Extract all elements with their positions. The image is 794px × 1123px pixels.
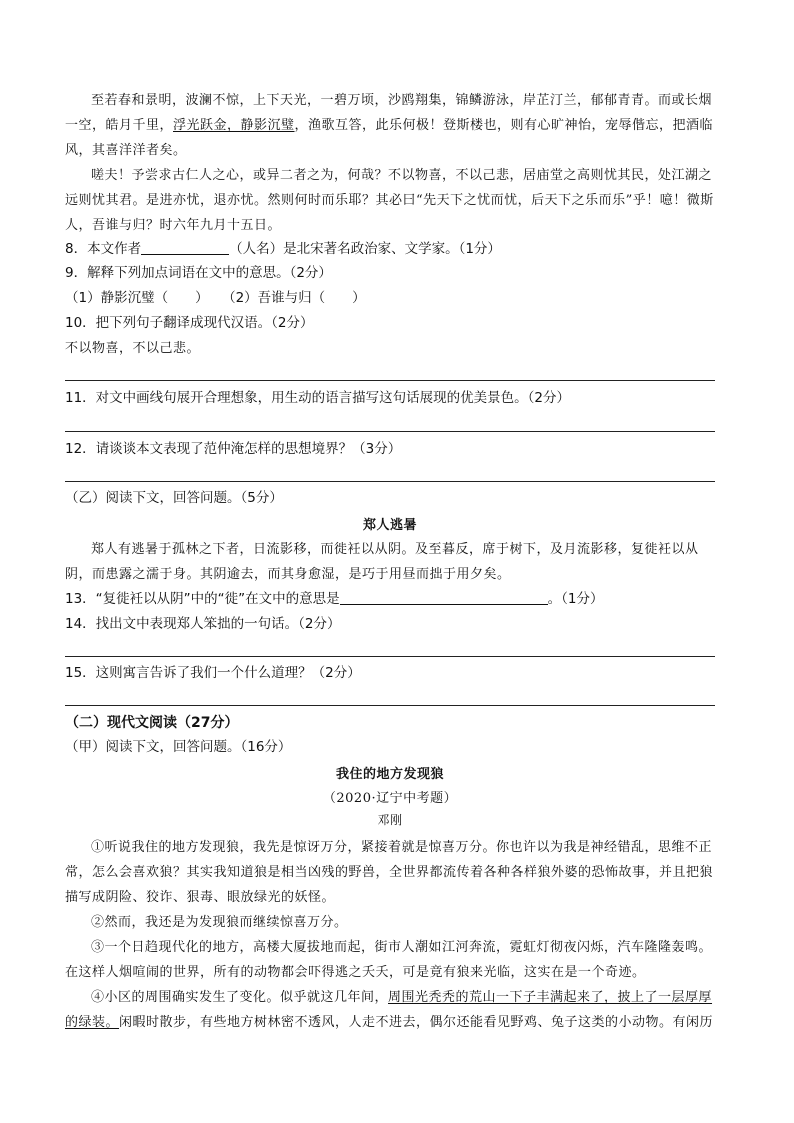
question-8: 8．本文作者 （人名）是北宋著名政治家、文学家。（1分） — [65, 241, 501, 257]
modern-paragraph-4: ④小区的周围确实发生了变化。似乎就这几年间，周围光秃秃的荒山一下子丰满起来了，披上了一层厚厚的绿装。闲暇时散步，有些地方树林密不透风，人走不进去，偶尔还能看见野鸡、兔子这类的小动物。有闲历 — [65, 990, 714, 1030]
question-13: 13．“复徙衽以从阴”中的“徙”在文中的意思是 。（1分） — [65, 591, 604, 607]
underlined-sentence: 浮光跃金，静影沉璧 — [173, 118, 295, 133]
modern-paragraph-3: ③一个日趋现代化的地方，高楼大厦拔地而起，街市人潮如江河奔流，霓虹灯彻夜闪烁，汽车隆隆轰鸣。在这样人烟喧闹的世界，所有的动物都会吓得逃之夭夭，可是竟有狼来光临，这实在是一个奇迹。 — [65, 940, 713, 980]
section-yi-intro: （乙）阅读下文，回答问题。（5分） — [65, 490, 283, 506]
answer-line-12[interactable] — [65, 481, 715, 482]
yi-passage: 郑人有逃暑于孤林之下者，日流影移，而徙衽以从阴。及至暮反，席于树下，及月流影移，复徙衽以从阴，而患露之濡于身。其阴逾去，而其身愈湿，是巧于用昼而拙于用夕矣。 — [65, 542, 699, 582]
answer-line-10[interactable] — [65, 380, 715, 381]
question-10-sentence: 不以物喜，不以己悲。 — [65, 341, 201, 356]
modern-passage — [65, 835, 715, 1035]
answer-line-11[interactable] — [65, 431, 715, 432]
underlined-sentence-modern: 周围光秃秃的荒山一下子丰满起来了，披上了一层厚厚的绿装。 — [65, 990, 713, 1030]
article-title: 我住的地方发现狼 — [335, 767, 444, 782]
question-9-items: （1）静影沉璧（ ） （2）吾谁与归（ ） — [65, 290, 366, 306]
answer-line-14[interactable] — [65, 656, 715, 657]
question-15: 15．这则寓言告诉了我们一个什么道理？（2分） — [65, 665, 361, 681]
passage-paragraph-2: 嗟夫！予尝求古仁人之心，或异二者之为，何哉？不以物喜，不以己悲，居庙堂之高则忧其民，处江湖之远则忧其君。是进亦忧，退亦忧。然则何时而乐耶？其必曰“先天下之忧而忧，后天下之乐而乐”乎！噫！微斯人，吾谁与归？时六年九月十五日。 — [65, 168, 714, 233]
yi-title: 郑人逃暑 — [362, 518, 417, 533]
passage-paragraph-1: 至若春和景明，波澜不惊，上下天光，一碧万顷，沙鸥翔集，锦鳞游泳，岸芷汀兰，郁郁青青。而或长烟一空，皓月千里，浮光跃金，静影沉璧，渔歌互答，此乐何极！登斯楼也，则有心旷神怡，宠辱偕忘，把酒临风，其喜洋洋者矣。 — [65, 93, 714, 158]
classical-passage — [65, 88, 715, 238]
question-9: 9．解释下列加点词语在文中的意思。（2分） — [65, 265, 332, 281]
answer-blank-8[interactable] — [141, 240, 229, 255]
answer-blank-13[interactable] — [340, 590, 548, 605]
answer-line-15[interactable] — [65, 705, 715, 706]
question-14: 14．找出文中表现郑人笨拙的一句话。（2分） — [65, 616, 341, 632]
modern-paragraph-2: ②然而，我还是为发现狼而继续惊喜万分。 — [91, 915, 348, 930]
modern-paragraph-1: ①听说我住的地方发现狼，我先是惊讶万分，紧接着就是惊喜万分。你也许以为我是神经错乱，思维不正常，怎么会喜欢狼？其实我知道狼是相当凶残的野兽，全世界都流传着各种各样狼外婆的恐怖故事，并且把狼描写成阴险、狡诈、狠毒、眼放绿光的妖怪。 — [65, 840, 714, 905]
article-author: 邓刚 — [377, 813, 403, 827]
question-12: 12．请谈谈本文表现了范仲淹怎样的思想境界？（3分） — [65, 441, 402, 457]
article-source: （2020·辽宁中考题） — [322, 791, 458, 806]
question-11: 11．对文中画线句展开合理想象，用生动的语言描写这句话展现的优美景色。（2分） — [65, 390, 571, 406]
section-heading: （二）现代文阅读（27分） — [65, 715, 239, 731]
section-jia-intro: （甲）阅读下文，回答问题。（16分） — [65, 739, 292, 755]
question-10: 10．把下列句子翻译成现代汉语。（2分） — [65, 315, 314, 331]
